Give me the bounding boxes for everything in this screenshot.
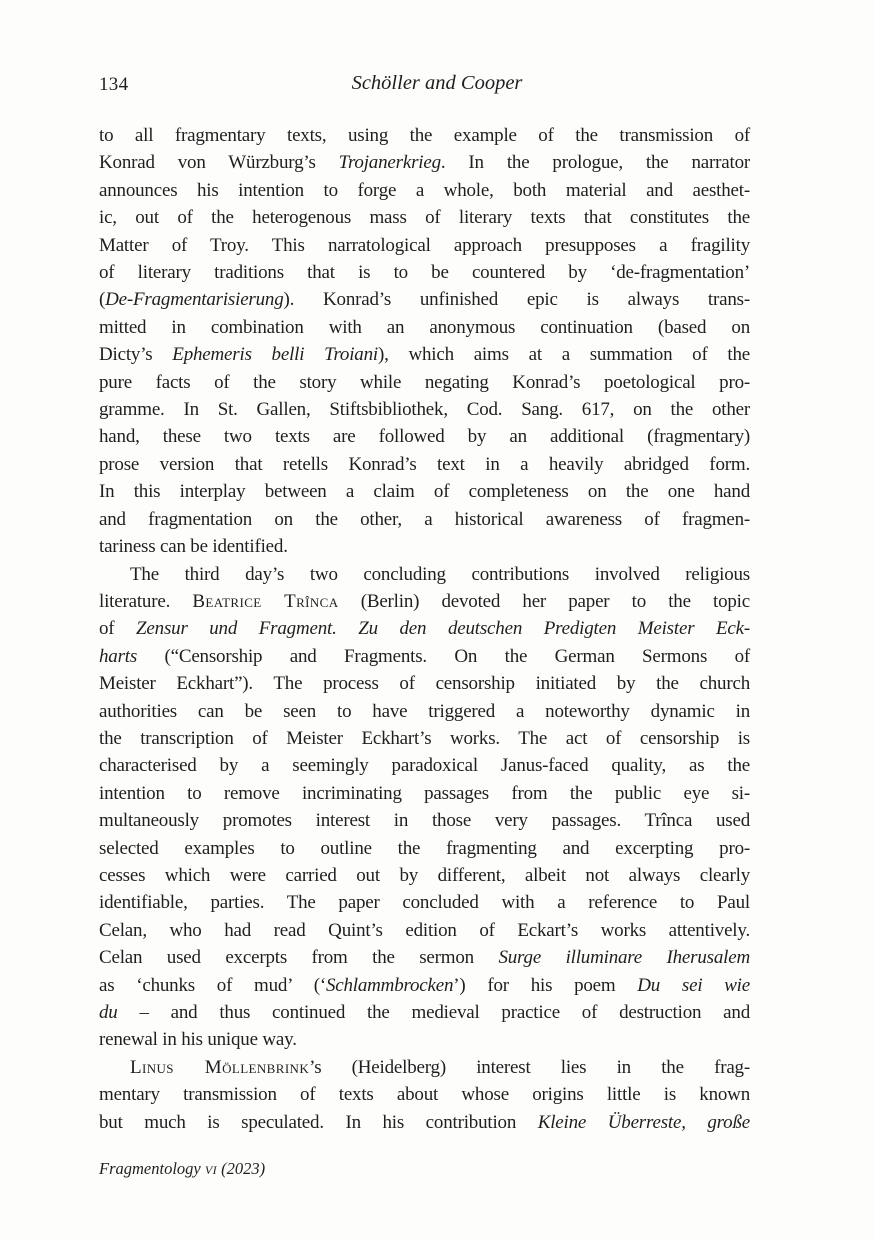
text-segment: (2023) <box>217 1159 266 1178</box>
text-segment: mentary transmission of texts about whose origins little is known <box>99 1084 750 1106</box>
text-segment: ), which aims at a summation of the <box>378 344 750 366</box>
body-line <box>99 561 750 588</box>
page-number: 134 <box>99 74 129 95</box>
text-segment: (“Censorship and Fragments. On the German Sermons of <box>137 645 750 667</box>
body-line <box>99 232 750 259</box>
body-line <box>99 396 750 423</box>
text-segment: Beatrice Trînca <box>192 590 339 612</box>
body-line <box>99 917 750 944</box>
text-segment: selected examples to outline the fragmenting and excerpting pro- <box>99 837 750 859</box>
text-segment: ). Konrad’s unfinished epic is always trans- <box>283 289 750 311</box>
text-segment: authorities can be seen to have triggered a noteworthy dynamic in <box>99 700 750 722</box>
text-segment: – and thus continued the medieval practice of destruction and <box>117 1002 750 1023</box>
body-line <box>99 122 750 149</box>
text-segment: pure facts of the story while negating Konrad’s poetological pro- <box>99 371 750 393</box>
text-segment: Dicty’s <box>99 344 173 366</box>
paragraph <box>99 1054 750 1136</box>
body-line <box>99 533 750 560</box>
text-segment: characterised by a seemingly paradoxical Janus-faced quality, as the <box>99 755 750 777</box>
text-segment: Schlammbrocken <box>325 974 454 996</box>
text-segment: multaneously promotes interest in those very passages. Trînca used <box>99 810 750 832</box>
body-line <box>99 369 750 396</box>
text-segment: but much is speculated. In his contribution <box>99 1111 538 1133</box>
text-segment: ’) for his poem <box>453 974 638 996</box>
text-segment: ’s (Heidelberg) interest lies in the frag- <box>309 1056 750 1078</box>
text-segment: Konrad von Würzburg’s <box>99 152 339 174</box>
body-line <box>99 423 750 450</box>
text-segment: ( <box>99 289 106 311</box>
text-segment: prose version that retells Konrad’s text in a heavily abridged form. <box>99 453 750 475</box>
body-line <box>99 588 750 615</box>
body-line <box>99 972 750 999</box>
text-segment: announces his intention to forge a whole, both material and aesthet- <box>99 179 750 201</box>
text-segment: Meister Eckhart”). The process of censorship initiated by the church <box>99 673 750 695</box>
text-segment: harts <box>99 645 138 667</box>
body-line <box>99 1054 750 1081</box>
body-line <box>99 835 750 862</box>
body-line <box>99 889 750 916</box>
text-segment: to all fragmentary texts, using the example of the transmission of <box>99 125 750 146</box>
body-line <box>99 643 750 670</box>
body-line <box>99 341 750 368</box>
body-line <box>99 725 750 752</box>
text-segment: hand, these two texts are followed by an additional (fragmentary) <box>99 426 750 448</box>
text-segment: Surge illuminare Iherusalem <box>498 947 750 969</box>
body-line <box>99 862 750 889</box>
text-segment: In this interplay between a claim of completeness on the one hand <box>99 481 750 503</box>
text-segment: . In the prologue, the narrator <box>440 152 750 174</box>
text-segment: mitted in combination with an anonymous continuation (based on <box>99 316 750 338</box>
body-line <box>99 1026 750 1053</box>
text-segment: Linus Möllenbrink <box>130 1056 310 1078</box>
body-line <box>99 451 750 478</box>
text-segment: vi <box>204 1159 217 1178</box>
text-segment: du <box>99 1002 118 1023</box>
body-line <box>99 944 750 971</box>
body-line <box>99 149 750 176</box>
text-segment: Trojanerkrieg <box>338 152 441 174</box>
text-segment: as ‘chunks of mud’ (‘ <box>99 974 326 996</box>
text-segment: Du sei wie <box>637 974 750 996</box>
text-segment: Celan used excerpts from the sermon <box>99 947 499 969</box>
body-line <box>99 506 750 533</box>
text-segment: Celan, who had read Quint’s edition of Eckart’s works attentively. <box>99 919 750 941</box>
text-segment: De-Fragmentarisierung <box>105 289 284 311</box>
text-segment: Matter of Troy. This narratological approach presupposes a fragility <box>99 234 750 256</box>
text-segment: the transcription of Meister Eckhart’s works. The act of censorship is <box>99 727 750 749</box>
text-segment: identifiable, parties. The paper concluded with a reference to Paul <box>99 892 750 914</box>
body-line <box>99 314 750 341</box>
body-line <box>99 286 750 313</box>
body-line <box>99 1081 750 1108</box>
text-segment: Kleine Überreste, große <box>537 1111 750 1133</box>
text-segment: renewal in his unique way. <box>99 1029 297 1051</box>
body-line <box>99 999 750 1026</box>
text-segment: of literary traditions that is to be countered by ‘de-fragmentation’ <box>99 262 750 284</box>
body-line <box>99 670 750 697</box>
text-segment: tariness can be identified. <box>99 536 288 558</box>
text-segment: literature. <box>99 590 193 612</box>
running-title: Schöller and Cooper <box>351 72 523 94</box>
paragraph <box>99 122 750 561</box>
journal-footer <box>99 1158 750 1180</box>
body-line <box>99 259 750 286</box>
body-line <box>99 698 750 725</box>
page-body <box>99 122 750 1136</box>
text-segment: Zensur und Fragment. Zu den deutschen Predigten Meister Eck- <box>136 618 750 640</box>
paragraph <box>99 561 750 1054</box>
body-line <box>99 204 750 231</box>
text-segment: gramme. In St. Gallen, Stiftsbibliothek, Cod. Sang. 617, on the other <box>99 399 750 421</box>
body-line <box>99 478 750 505</box>
text-segment: intention to remove incriminating passages from the public eye si- <box>99 782 750 804</box>
text-segment: and fragmentation on the other, a historical awareness of fragmen- <box>99 508 750 530</box>
running-header <box>99 72 750 98</box>
body-line <box>99 807 750 834</box>
body-line <box>99 752 750 779</box>
text-segment: The third day’s two concluding contributions involved religious <box>130 563 750 585</box>
text-segment: ic, out of the heterogenous mass of literary texts that constitutes the <box>99 207 750 229</box>
body-line <box>99 177 750 204</box>
body-line <box>99 780 750 807</box>
text-segment: Fragmentology <box>99 1159 205 1178</box>
text-segment: cesses which were carried out by different, albeit not always clearly <box>99 864 750 886</box>
text-segment: Ephemeris belli Troiani <box>172 344 378 366</box>
text-segment: (Berlin) devoted her paper to the topic <box>338 590 750 612</box>
body-line <box>99 1109 750 1136</box>
text-segment: of <box>99 618 137 640</box>
body-line <box>99 615 750 642</box>
